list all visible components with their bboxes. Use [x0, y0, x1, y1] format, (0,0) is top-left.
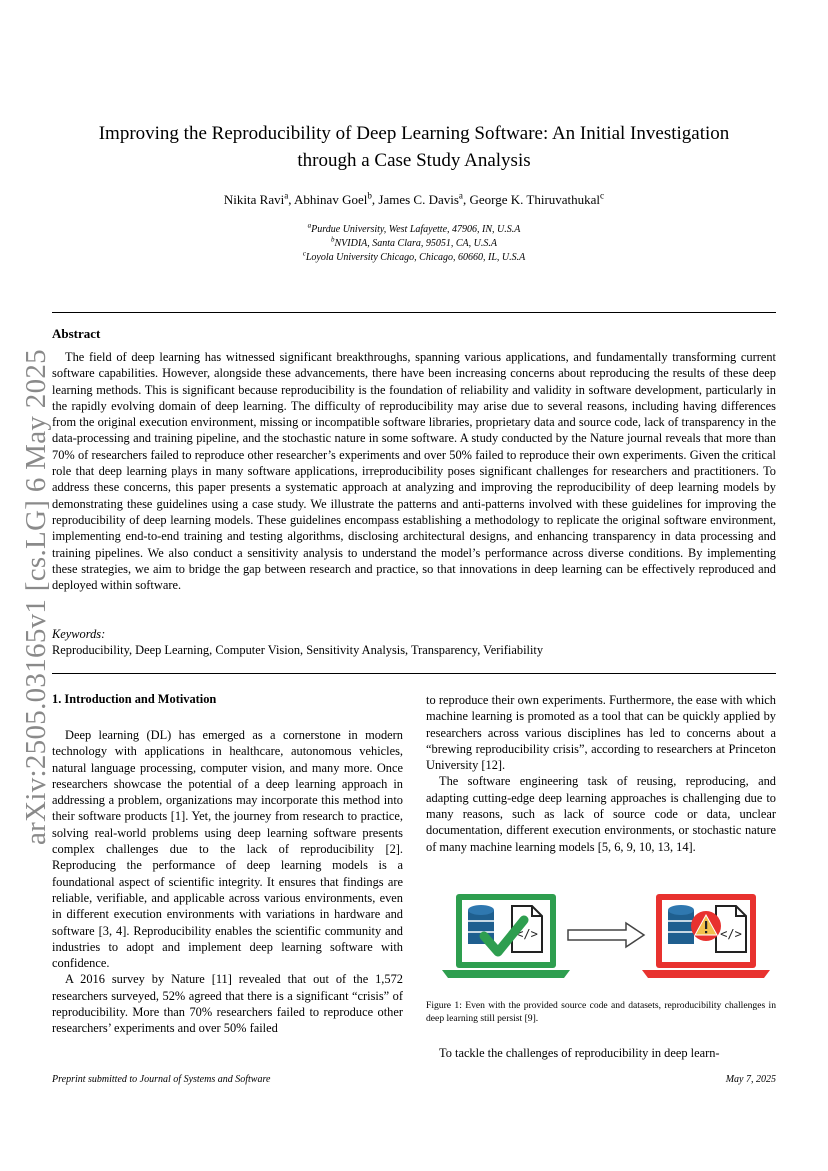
figure-caption: Figure 1: Even with the provided source code and datasets, reproducibility challenges in deep learning still persist [9]. — [426, 1000, 776, 1024]
author-mark: a — [458, 190, 463, 201]
author-mark: c — [600, 190, 605, 201]
svg-text:</>: </> — [516, 927, 538, 941]
paragraph-continuation: To tackle the challenges of reproducibility in deep learn- — [439, 1046, 720, 1060]
paragraph: The software engineering task of reusing, reproducing, and adapting cutting-edge deep learning approaches is challenging due to many reasons, such as lack of source code or data, unclear documentation, different execution environments, or stochastic nature of many machine learning models [5, 6, 9, 10, 13, 14]. — [426, 774, 776, 854]
affiliation: $^a$Purdue University, West Lafayette, 47906, IN, U.S.A — [307, 221, 521, 235]
right-column — [426, 692, 776, 855]
title-line-1: Improving the Reproducibility of Deep Learning Software: An Initial Investigation — [98, 123, 730, 144]
footer-journal: Preprint submitted to Journal of Systems and Software — [52, 1074, 271, 1085]
author-name: Nikita Ravi — [223, 192, 285, 207]
paragraph: A 2016 survey by Nature [11] revealed that out of the 1,572 researchers surveyed, 52% agreed that there is a significant “crisis” of reproducibility. More than 70% researchers failed to reproduce other researchers’ experiments and over 50% failed — [52, 972, 403, 1036]
paragraph: to reproduce their own experiments. Furthermore, the ease with which machine learning is promoted as a tool that can be quickly applied by researchers across various disciplines has led to concerns about a “brewing reproducibility crisis”, according to researchers at Princeton University [12]. — [426, 693, 776, 773]
database-icon — [668, 905, 694, 944]
arxiv-identifier: arXiv:2505.03165v1 [cs.LG] 6 May 2025 — [20, 349, 52, 845]
warning-icon — [691, 911, 721, 941]
divider-top — [52, 312, 776, 313]
divider-bottom — [52, 673, 776, 674]
affiliation-list — [60, 223, 768, 265]
author-mark: a — [284, 190, 289, 201]
arrow-icon — [568, 923, 644, 947]
author-name: George K. Thiruvathukal — [469, 192, 601, 207]
author-mark: b — [367, 190, 372, 201]
paragraph: Deep learning (DL) has emerged as a cornerstone in modern technology with applications in healthcare, autonomous vehicles, natural language processing, computer vision, and many more. Once researchers showcase the potential of a deep learning approach in addressing a problem, organizations may incorporate this method into their software products [1]. Yet, the journey from research to practice, solving real-world problems using deep learning software presents complex challenges due to the lack of reproducibility [2]. Reproducing the performance of deep learning models is a foundational aspect of scientific integrity. It ensures that findings are reliable, verifiable, and applicable across various environments, even in different execution environments with variations in hardware and software [3, 4]. Reproducibility enables the scientific community and industries to adopt and implement deep learning software with confidence. — [52, 728, 403, 971]
title-line-2: through a Case Study Analysis — [297, 150, 531, 171]
keywords-text: Reproducibility, Deep Learning, Computer Vision, Sensitivity Analysis, Transparency, Verifiability — [52, 643, 544, 657]
figure-1-illustration — [440, 890, 776, 985]
affiliation: $^c$Loyola University Chicago, Chicago, 60660, IL, U.S.A — [302, 249, 526, 263]
abstract-heading: Abstract — [52, 326, 101, 341]
keywords-heading: Keywords: — [52, 627, 106, 641]
author-name: James C. Davis — [378, 192, 459, 207]
author-list: Nikita Ravi$^a$, Abhinav Goel$^b$, James C. Davis$^a$, George K. Thiruvathukal$^c$ — [223, 190, 605, 207]
left-column — [52, 727, 403, 1037]
paper-title — [60, 120, 768, 174]
footer-date: May 7, 2025 — [725, 1074, 776, 1085]
affiliation: $^b$NVIDIA, Santa Clara, 95051, CA, U.S.A — [331, 235, 497, 249]
author-name: Abhinav Goel — [294, 192, 368, 207]
abstract-text: The field of deep learning has witnessed significant breakthroughs, spanning various applications, and fundamentally transforming current software capabilities. However, alongside these advancements, there have been increasing concerns about reproducing the results of these deep learning methods. This is significant because reproducibility is the foundation of reliability and validity in software development, particularly in the rapidly evolving domain of deep learning. The difficulty of reproducibility may arise due to several reasons, including having differences from the original execution environment, missing or incompatible software libraries, proprietary data and source code, lack of transparency in the data-processing and training pipeline, and the stochastic nature in some software. A study conducted by the Nature journal reveals that more than 70% of researchers failed to reproduce other researcher’s experiments and over 50% failed to reproduce their own experiments. Given the critical role that deep learning plays in many software applications, irreproducibility poses significant challenges for researchers and practitioners. To address these concerns, this paper presents a systematic approach at analyzing and improving the reproducibility of deep learning models by demonstrating these guidelines using a case study. We illustrate the patterns and anti-patterns involved with these guidelines for improving the reproducibility of deep learning models. These guidelines encompass establishing a methodology to replicate the original software environment, implementing end-to-end training and testing algorithms, disclosing architectural designs, and enhancing transparency in data processing and training pipelines. We also conduct a sensitivity analysis to understand the model’s performance across diverse conditions. By implementing these strategies, we aim to bridge the gap between research and practice, so that innovations in deep learning can be effectively reproduced and deployed within software. — [52, 350, 776, 593]
svg-text:</>: </> — [720, 927, 742, 941]
section-heading: 1. Introduction and Motivation — [52, 692, 217, 706]
